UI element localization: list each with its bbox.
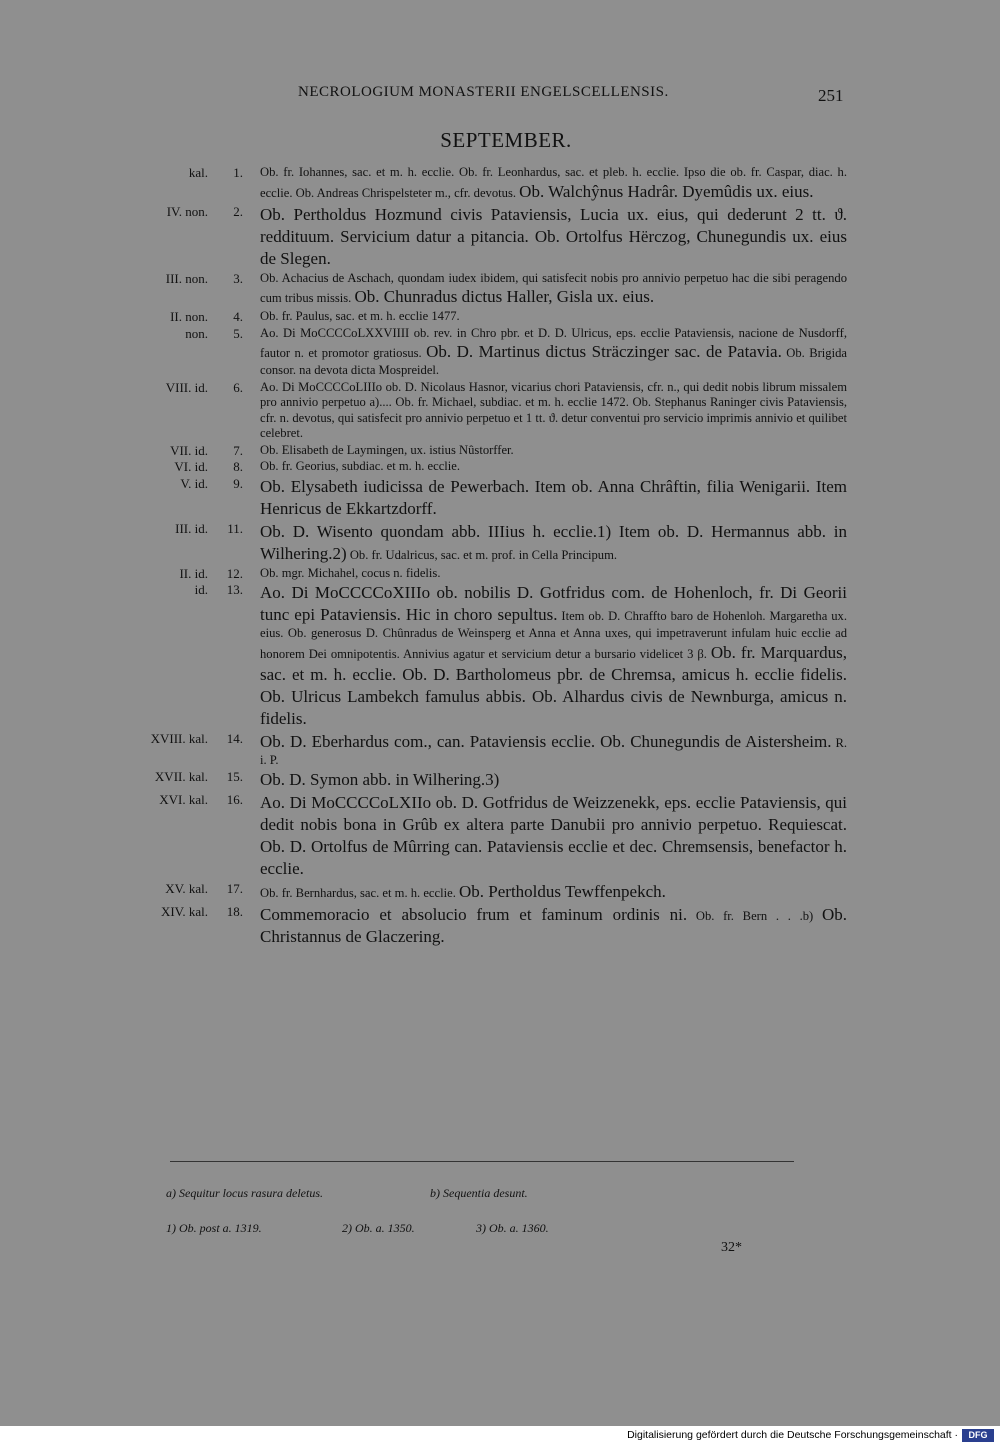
entry-big: Ob. Walchŷnus Hadrâr. Dyemûdis ux. eius. [519, 181, 814, 201]
necrology-entry [0, 904, 1000, 948]
necrology-entry [0, 769, 1000, 791]
funding-bar [0, 1426, 1000, 1446]
entry-date: IV. non. [166, 203, 208, 219]
entry-text [260, 731, 847, 769]
entry-tail: Item ob. D. Chraffto baro de Hohenloh. Margaretha ux. eius. Ob. generosus D. Chûnradus de Weinsperg et Anna et Anna uxes, qui impetraverunt infulam huic ecclie ad honorem Dei omnipotentis. Annivius agatur et servicium detur a bursario videlicet 3 β. [260, 609, 847, 661]
necrology-entry [0, 881, 1000, 903]
running-title: NECROLOGIUM MONASTERII ENGELSCELLENSIS. [298, 84, 669, 100]
entry-date: kal. [188, 165, 208, 180]
necrology-entry [0, 521, 1000, 565]
entry-day: 12. [226, 565, 243, 581]
entry-day: 11. [227, 520, 243, 536]
entry-date: III. non. [165, 270, 208, 286]
entry-text [260, 204, 847, 270]
entry-day: 4. [233, 309, 243, 324]
entry-big: Ob. D. Martinus dictus Sträczinger sac. de Patavia. [426, 342, 782, 361]
entry-day: 1. [233, 165, 243, 180]
entry-day: 3. [233, 270, 243, 286]
necrology-entry [0, 165, 1000, 203]
entry-day: 14. [226, 730, 243, 746]
entry-day: 15. [226, 769, 243, 784]
entry-big: Ob. Elysabeth iudicissa de Pewerbach. Item ob. Anna Chrâftin, filia Wenigarii. Item Henricus de Ekkartzdorff. [260, 476, 847, 518]
necrology-entry [0, 459, 1000, 475]
entry-text [260, 459, 847, 475]
entry-day: 7. [233, 442, 243, 458]
entry-text [260, 271, 847, 309]
entry-tail: R. i. P. [260, 735, 847, 767]
entry-text [260, 881, 847, 903]
footnote-rule [170, 1161, 794, 1162]
entry-text: Ob. Achacius de Aschach, quondam iudex ibidem, qui satisfecit nobis pro annivio perpetuo hac die sibi peragendo cum tribus missis. [260, 270, 847, 305]
entry-date: VI. id. [174, 459, 208, 474]
entry-text [260, 582, 847, 730]
entry-date: VII. id. [170, 442, 208, 458]
entry-text [260, 443, 847, 459]
entry-day: 2. [233, 203, 243, 219]
necrology-entry [0, 443, 1000, 459]
entry-date: non. [185, 325, 208, 341]
entry-text [260, 326, 847, 379]
footnote-a: a) Sequitur locus rasura deletus. [166, 1186, 323, 1200]
entry-text: Ob. fr. Iohannes, sac. et m. h. ecclie. Ob. fr. Leonhardus, sac. et pleb. h. ecclie. Ipso die ob. fr. Caspar, diac. h. ecclie. Ob. Andreas Chrispelsteter m., cfr. devotus. [260, 165, 847, 200]
month-heading: SEPTEMBER. [440, 128, 572, 152]
entry-big: Ob. D. Symon abb. in Wilhering.3) [260, 770, 500, 789]
entry-text [260, 566, 847, 582]
entry-date: VIII. id. [165, 379, 208, 395]
entry-tail: Ob. fr. Bern . . .b) [695, 909, 814, 923]
entry-big: Ob. D. Wisento quondam abb. IIIius h. ecclie.1) Item ob. D. Hermannus abb. in Wilhering.2) [260, 521, 847, 563]
necrology-entry [0, 271, 1000, 309]
entry-text [260, 769, 847, 791]
entry-tail: Ob. fr. Udalricus, sac. et m. prof. in Cella Principum. [349, 547, 618, 562]
necrology-entries [0, 165, 1000, 949]
entry-text [260, 165, 847, 203]
entry-day: 13. [226, 582, 243, 597]
entry-text [260, 476, 847, 520]
necrology-entry [0, 582, 1000, 730]
page-number: 251 [818, 86, 844, 105]
entry-tail: Ob. Brigida consor. na devota dicta Mospreidel. [260, 346, 847, 377]
entry-date: XVI. kal. [159, 792, 208, 807]
entry-day: 9. [233, 475, 243, 491]
necrology-entry [0, 476, 1000, 520]
necrology-entry [0, 792, 1000, 880]
entry-big: Ob. D. Eberhardus com., can. Pataviensis ecclie. Ob. Chunegundis de Aistersheim. [260, 731, 832, 751]
footnote-3: 3) Ob. a. 1360. [476, 1221, 549, 1235]
entry-date: II. non. [170, 309, 208, 324]
necrology-entry [0, 326, 1000, 379]
entry-text [260, 521, 847, 565]
entry-date: XVII. kal. [154, 769, 208, 784]
entry-text: Ob. Elisabeth de Laymingen, ux. istius Nûstorffer. [260, 442, 514, 457]
entry-day: 5. [233, 325, 243, 341]
entry-text: Ob. mgr. Michahel, cocus n. fidelis. [260, 565, 441, 580]
entry-text: Ob. fr. Georius, subdiac. et m. h. ecclie. [260, 459, 461, 473]
dfg-logo: DFG [962, 1429, 994, 1442]
necrology-entry [0, 731, 1000, 769]
entry-text [260, 792, 847, 880]
entry-day: 8. [233, 459, 243, 474]
entry-text: Ob. fr. Bernhardus, sac. et m. h. ecclie. [260, 886, 456, 900]
entry-date: XVIII. kal. [150, 730, 208, 746]
entry-day: 18. [226, 904, 243, 919]
entry-date: XIV. kal. [160, 904, 208, 919]
entry-date: XV. kal. [165, 881, 208, 896]
necrology-entry [0, 566, 1000, 582]
entry-day: 16. [226, 792, 243, 807]
entry-date: III. id. [175, 520, 208, 536]
footnote-2: 2) Ob. a. 1350. [342, 1221, 415, 1235]
entry-big: Commemoracio et absolucio frum et faminum ordinis ni. [260, 905, 688, 924]
entry-big: Ao. Di MoCCCCoLXIIo ob. D. Gotfridus de Weizzenekk, eps. ecclie Pataviensis, qui dedit nobis bona in Grûb ex altera parte Danubii pro annivio perpetuo. Requiescat. Ob. D. Ortolfus de Mûrring can. Pataviensis ecclie et dec. Chremsensis, benefactor h. ecclie. [260, 793, 847, 878]
entry-text: Ob. fr. Paulus, sac. et m. h. ecclie 1477. [260, 309, 460, 323]
funding-text: Digitalisierung gefördert durch die Deutsche Forschungsgemeinschaft · [627, 1429, 958, 1441]
entry-text [260, 380, 847, 442]
entry-date: II. id. [179, 565, 208, 581]
entry-big: Ob. Pertholdus Hozmund civis Pataviensis, Lucia ux. eius, qui dederunt 2 tt. ϑ. reddituum. Servicium datur a pitancia. Ob. Ortolfus Hërczog, Chunegundis ux. eius de Slegen. [260, 204, 847, 268]
entry-day: 17. [226, 881, 243, 896]
footnote-b: b) Sequentia desunt. [430, 1186, 528, 1200]
entry-big: Ob. Pertholdus Tewffenpekch. [459, 882, 666, 901]
entry-text: Ao. Di MoCCCCoLIIIo ob. D. Nicolaus Hasnor, vicarius chori Pataviensis, cfr. n., qui dedit nobis librum missalem pro annivio perpetuo a).... Ob. fr. Michael, subdiac. et m. h. ecclie 1472. Ob. Stephanus Raninger civis Pataviensis, cfr. n. devotus, qui satisfecit pro annivio perpetuo et 1 tt. ϑ. detur conventui pro servicio imprimis annivio et quilibet celebret. [260, 379, 847, 440]
entry-day: 6. [233, 379, 243, 395]
entry-date: id. [194, 582, 208, 597]
entry-big: Ao. Di MoCCCCoXIIIo ob. nobilis D. Gotfridus com. de Hohenloch, fr. Di Georii tunc epi Pataviensis. Hic in choro sepultus. [260, 583, 847, 624]
entry-big2: Ob. Christannus de Glaczering. [260, 905, 848, 946]
necrology-entry [0, 309, 1000, 325]
entry-text [260, 309, 847, 325]
entry-text [260, 904, 847, 948]
entry-date: V. id. [180, 475, 208, 491]
necrology-entry [0, 380, 1000, 442]
necrology-entry [0, 204, 1000, 270]
signature-mark: 32* [721, 1240, 742, 1255]
entry-big2: Ob. fr. Marquardus, sac. et m. h. ecclie. Ob. D. Bartholomeus pbr. de Chremsa, amicus h. ecclie fidelis. Ob. Ulricus Lambekch famulus abbis. Ob. Alhardus civis de Newnburga, amicus n. fidelis. [260, 642, 847, 728]
entry-big: Ob. Chunradus dictus Haller, Gisla ux. eius. [354, 287, 655, 306]
entry-text: Ao. Di MoCCCCoLXXVIIII ob. rev. in Chro pbr. et D. D. Ulricus, eps. ecclie Pataviensis, nacione de Nusdorff, fautor n. et promotor gratiosus. [260, 325, 847, 360]
footnote-1: 1) Ob. post a. 1319. [166, 1221, 262, 1235]
